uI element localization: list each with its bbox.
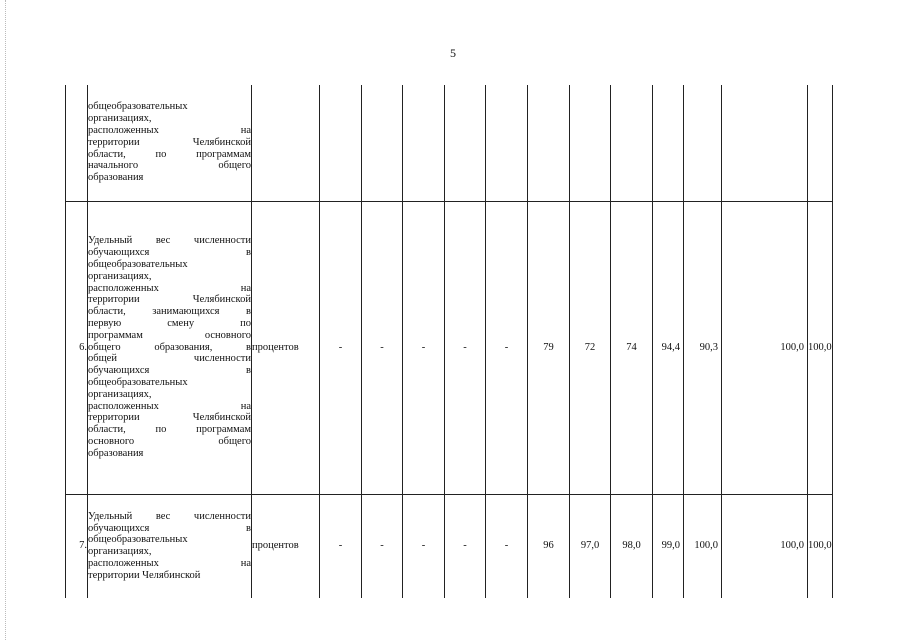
description-line: основного общего (88, 435, 251, 447)
value-cell: 100,0 (808, 201, 833, 494)
page-edge-marks (5, 0, 7, 640)
value-cell: - (320, 201, 362, 494)
table-row (66, 494, 833, 598)
description-line: образования (88, 172, 144, 184)
value-cell: - (445, 201, 486, 494)
description-line: области, по программам (88, 148, 251, 160)
description-line: программам основного (88, 329, 251, 341)
value-cell (684, 85, 722, 201)
row-number: 6. (66, 201, 88, 494)
description-line: территории Челябинской (88, 294, 251, 306)
value-cell (570, 85, 611, 201)
description-line: организациях, (88, 113, 152, 125)
unit-cell: процентов (252, 201, 320, 494)
description-line: области, по программам (88, 424, 251, 436)
description-line: расположенных на (88, 125, 251, 137)
description-line: общеобразовательных (88, 259, 188, 271)
table-row (66, 201, 833, 494)
value-cell: 100,0 (684, 494, 722, 598)
value-cell (611, 85, 653, 201)
value-cell: 100,0 (722, 201, 808, 494)
value-cell (653, 85, 684, 201)
unit-cell (252, 85, 320, 201)
indicator-description (88, 201, 252, 494)
value-cell: 72 (570, 201, 611, 494)
value-cell: 100,0 (808, 494, 833, 598)
value-cell: 90,3 (684, 201, 722, 494)
value-cell (486, 85, 528, 201)
value-cell: - (362, 494, 403, 598)
description-line: образования (88, 447, 144, 459)
value-cell: 100,0 (722, 494, 808, 598)
description-line: общей численности (88, 353, 251, 365)
description-line: территории Челябинской (88, 569, 201, 581)
value-cell (808, 85, 833, 201)
value-cell: - (362, 201, 403, 494)
value-cell: 79 (528, 201, 570, 494)
value-cell: 94,4 (653, 201, 684, 494)
value-cell (403, 85, 445, 201)
value-cell: 97,0 (570, 494, 611, 598)
page-number: 5 (450, 46, 456, 60)
value-cell (528, 85, 570, 201)
indicator-description (88, 85, 252, 201)
description-line: области, занимающихся в (88, 306, 251, 318)
description-line: общеобразовательных (88, 376, 188, 388)
value-cell: - (486, 494, 528, 598)
description-line: общеобразовательных (88, 101, 188, 113)
description-line: обучающихся в (88, 365, 251, 377)
value-cell (320, 85, 362, 201)
value-cell: 99,0 (653, 494, 684, 598)
value-cell: - (486, 201, 528, 494)
description-line: общего образования, в (88, 341, 251, 353)
description-line: организациях, (88, 270, 152, 282)
description-line: первую смену по (88, 318, 251, 329)
value-cell: 98,0 (611, 494, 653, 598)
value-cell: - (445, 494, 486, 598)
description-line: общеобразовательных (88, 534, 188, 546)
value-cell: 74 (611, 201, 653, 494)
description-line: расположенных на (88, 558, 251, 570)
description-line: территории Челябинской (88, 412, 251, 424)
description-line: расположенных на (88, 400, 251, 412)
value-cell: - (403, 201, 445, 494)
value-cell (362, 85, 403, 201)
row-number (66, 85, 88, 201)
value-cell: - (403, 494, 445, 598)
unit-cell: процентов (252, 494, 320, 598)
value-cell: - (320, 494, 362, 598)
row-number: 7. (66, 494, 88, 598)
description-line: расположенных на (88, 282, 251, 294)
description-line: территории Челябинской (88, 136, 251, 148)
value-cell (445, 85, 486, 201)
description-line: обучающихся в (88, 247, 251, 259)
description-line: организациях, (88, 546, 152, 558)
value-cell (722, 85, 808, 201)
indicator-description (88, 494, 252, 598)
description-line: начального общего (88, 160, 251, 172)
description-line: организациях, (88, 388, 152, 400)
indicator-table (65, 85, 833, 598)
description-line: обучающихся в (88, 522, 251, 534)
value-cell: 96 (528, 494, 570, 598)
description-line: Удельный вес численности (88, 235, 251, 247)
description-line: Удельный вес численности (88, 510, 251, 522)
table-row (66, 85, 833, 201)
